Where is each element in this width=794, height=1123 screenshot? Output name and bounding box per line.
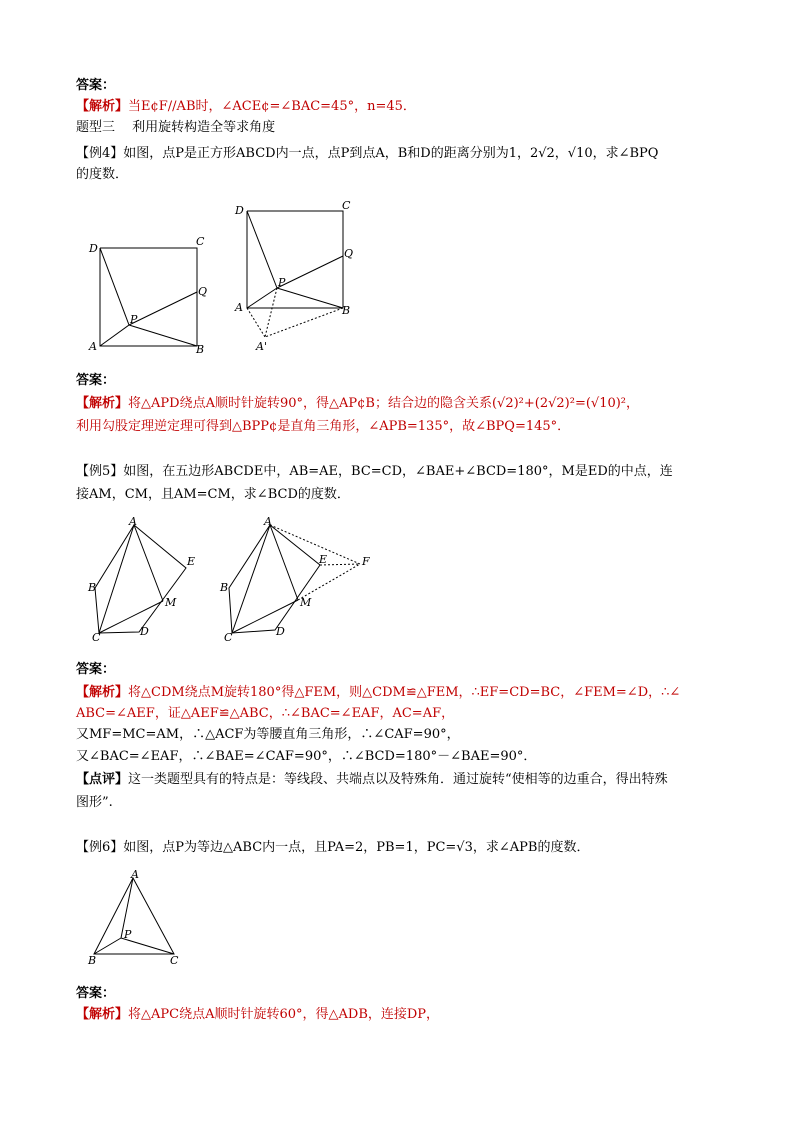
- p-label-D: D: [140, 625, 149, 638]
- p-label-M: M: [165, 596, 177, 609]
- label-A: A: [89, 340, 97, 353]
- r-label-B: B: [220, 581, 229, 594]
- ex4-figure-square: [86, 235, 216, 355]
- ex5-label: 【例5】: [76, 464, 124, 479]
- seg-bp: [129, 325, 197, 346]
- t-label-B: B: [88, 954, 97, 967]
- ex4-label: 【例4】: [76, 146, 124, 161]
- ex4-figure-rotated: [230, 198, 360, 356]
- label-P-2: P: [278, 276, 286, 289]
- seg-ac: [99, 525, 134, 633]
- seg-pq: [129, 292, 197, 325]
- r-label-M: M: [300, 596, 312, 609]
- top-analysis-text: 当E¢F//AB时，∠ACE¢=∠BAC=45°，n=45．: [128, 99, 416, 114]
- seg-dp: [100, 248, 129, 325]
- r-label-A: A: [264, 515, 272, 528]
- ex6-analysis-1-text: 将△APC绕点A顺时针旋转60°，得△ADB，连接DP，: [128, 1007, 440, 1022]
- seg-bp-2: [277, 288, 343, 308]
- ex4-text-2: 的度数．: [76, 167, 129, 182]
- label-P: P: [130, 313, 138, 326]
- ex4-text-1: 如图，点P是正方形ABCD内一点，点P到点A，B和D的距离分别为1，2√2，√10，求∠BPQ: [123, 146, 659, 161]
- ex5-analysis-3: 又MF=MC=AM，∴△ACF为等腰直角三角形，∴∠CAF=90°，: [76, 727, 460, 742]
- ex6-label: 【例6】: [76, 840, 124, 855]
- triangle-abc: [94, 878, 174, 954]
- seg-mf: [298, 564, 360, 600]
- seg-af: [270, 525, 360, 564]
- label-D-2: D: [235, 204, 244, 217]
- r-label-F: F: [362, 555, 370, 568]
- jiexi-label-2: 【解析】: [76, 396, 129, 411]
- jiexi-label-4: 【解析】: [76, 1007, 129, 1022]
- p-label-A: A: [129, 515, 137, 528]
- seg-ap: [100, 325, 129, 346]
- seg-dp-2: [247, 211, 277, 288]
- ex5-text-1: 如图，在五边形ABCDE中，AB=AE，BC=CD，∠BAE+∠BCD=180°，M是ED的中点，连: [123, 464, 673, 479]
- pentagon-abcde-2: [229, 525, 320, 633]
- ex4-analysis-1-text: 将△APD绕点A顺时针旋转90°，得△AP¢B；结合边的隐含关系(√2)²+(2√2)²=(√10)²，: [128, 396, 640, 411]
- ex6-question-line1: [76, 839, 589, 857]
- seg-ba2: [265, 308, 343, 337]
- label-Q: Q: [198, 285, 208, 298]
- ex5-analysis-1: [76, 684, 680, 702]
- seg-cm: [99, 601, 163, 633]
- label-A-2: A: [235, 301, 243, 314]
- jiexi-label-3: 【解析】: [76, 685, 129, 700]
- r-label-D: D: [276, 625, 285, 638]
- label-A-prime: A': [256, 340, 267, 353]
- ex5-analysis-2: ABC=∠AEF，证△AEF≌△ABC，∴∠BAC=∠EAF，AC=AF，: [76, 706, 455, 721]
- ex5-comment-1-text: 这一类题型具有的特点是：等线段、共端点以及特殊角．通过旋转“使相等的边重合，得出特殊: [128, 772, 668, 787]
- label-C: C: [196, 235, 205, 248]
- answer-label-3: 答案：: [76, 662, 116, 677]
- ex4-analysis-1: [76, 395, 639, 413]
- seg-pq-2: [277, 256, 343, 288]
- label-B-2: B: [342, 304, 351, 317]
- top-analysis: [76, 98, 416, 116]
- answer-label-2: 答案：: [76, 373, 116, 388]
- ex5-figure-rotated: [218, 515, 378, 643]
- p-label-B: B: [88, 581, 97, 594]
- ex5-analysis-1-text: 将△CDM绕点M旋转180°得△FEM，则△CDM≌△FEM，∴EF=CD=BC，∠FEM=∠D，∴∠: [128, 685, 681, 700]
- dianping-label: 【点评】: [76, 772, 129, 787]
- ex5-comment-1: [76, 771, 668, 789]
- section-title: 题型三 利用旋转构造全等求角度: [76, 120, 276, 135]
- ex6-text-1: 如图，点P为等边△ABC内一点，且PA=2，PB=1，PC=√3，求∠APB的度数．: [123, 840, 590, 855]
- ex6-analysis-1: [76, 1006, 439, 1024]
- ex5-analysis-4: 又∠BAC=∠EAF，∴∠BAE=∠CAF=90°，∴∠BCD=180°－∠BAE=90°．: [76, 749, 537, 764]
- r-label-E: E: [319, 553, 328, 566]
- jiexi-label: 【解析】: [76, 99, 129, 114]
- ex5-text-2: 接AM，CM，且AM=CM，求∠BCD的度数．: [76, 487, 350, 502]
- t-label-P: P: [124, 928, 132, 941]
- label-C-2: C: [342, 199, 351, 212]
- ex5-figure-pentagon: [86, 515, 201, 643]
- t-label-A: A: [131, 868, 139, 881]
- p-label-E: E: [187, 555, 196, 568]
- ex5-question-line1: [76, 463, 673, 481]
- answer-label-1: 答案：: [76, 78, 116, 93]
- ex5-comment-2: 图形”.: [76, 795, 113, 810]
- label-B: B: [196, 343, 205, 355]
- t-label-C: C: [170, 954, 179, 967]
- ex4-question-line1: [76, 145, 658, 163]
- label-Q-2: Q: [344, 247, 354, 260]
- ex4-analysis-2: 利用勾股定理逆定理可得到△BPP¢是直角三角形，∠APB=135°，故∠BPQ=145°．: [76, 419, 571, 434]
- seg-aa2: [247, 308, 265, 337]
- ex6-figure-triangle: [84, 868, 184, 968]
- r-label-C: C: [224, 631, 233, 643]
- p-label-C: C: [92, 631, 101, 643]
- answer-label-4: 答案：: [76, 986, 116, 1001]
- label-D: D: [89, 242, 98, 255]
